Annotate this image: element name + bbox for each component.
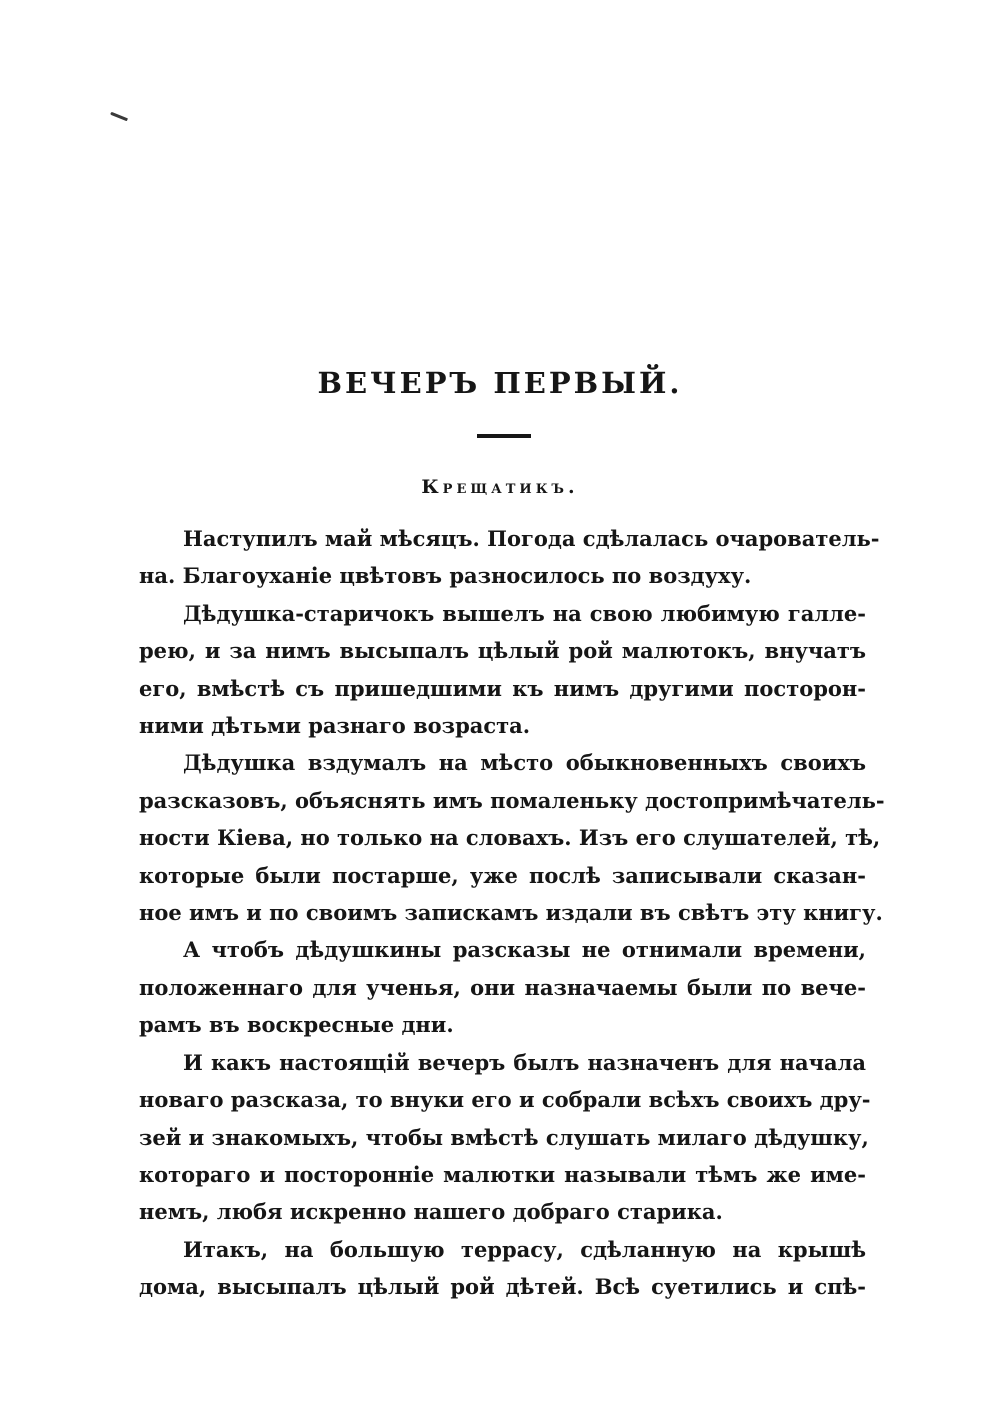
text-line: А чтобъ дѣдушкины разсказы не отнимали времени,	[183, 937, 866, 963]
text-line: дома, высыпалъ цѣлый рой дѣтей. Всѣ суетились и спѣ-	[139, 1274, 866, 1300]
text-line: ное имъ и по своимъ запискамъ издали въ свѣтъ эту книгу.	[139, 900, 883, 926]
print-artifact-mark	[110, 112, 128, 122]
text-line: Наступилъ май мѣсяцъ. Погода сдѣлалась очарователь-	[183, 526, 880, 551]
text-line: И какъ настоящій вечеръ былъ назначенъ для начала	[183, 1049, 866, 1075]
text-line: положеннаго для ученья, они назначаемы были по вече-	[139, 974, 866, 1000]
text-line: Дѣдушка вздумалъ на мѣсто обыкновенныхъ своихъ	[183, 750, 866, 776]
text-line: разсказовъ, объяснять имъ помаленьку достопримѣчатель-	[139, 787, 885, 813]
text-line: которые были постарше, уже послѣ записывали сказан-	[139, 862, 866, 888]
text-line: рамъ въ воскресные дни.	[139, 1012, 454, 1038]
text-line: ними дѣтьми разнаго возраста.	[139, 713, 531, 739]
title-divider-rule	[477, 434, 531, 438]
text-line: рею, и за нимъ высыпалъ цѣлый рой малютокъ, внучатъ	[139, 638, 866, 664]
chapter-title: ВЕЧЕРЪ ПЕРВЫЙ.	[317, 366, 683, 400]
text-line: ности Кіева, но только на словахъ. Изъ его слушателей, тѣ,	[139, 825, 881, 851]
text-line: его, вмѣстѣ съ пришедшими къ нимъ другими посторон-	[139, 675, 866, 701]
body-text	[139, 520, 885, 1306]
text-line: новаго разсказа, то внуки его и собрали всѣхъ своихъ дру-	[139, 1087, 871, 1113]
text-line: котораго и посторонніе малютки называли тѣмъ же име-	[139, 1161, 866, 1187]
text-line: на. Благоуханіе цвѣтовъ разносилось по воздуху.	[139, 563, 752, 589]
text-line: Дѣдушка-старичокъ вышелъ на свою любимую галле-	[183, 600, 866, 626]
text-line: Итакъ, на большую террасу, сдѣланную на крышѣ	[183, 1236, 866, 1262]
text-line: немъ, любя искренно нашего добраго старика.	[139, 1199, 723, 1225]
text-line: зей и знакомыхъ, чтобы вмѣстѣ слушать милаго дѣдушку,	[139, 1124, 869, 1150]
section-subtitle: Крещатикъ.	[421, 476, 579, 498]
